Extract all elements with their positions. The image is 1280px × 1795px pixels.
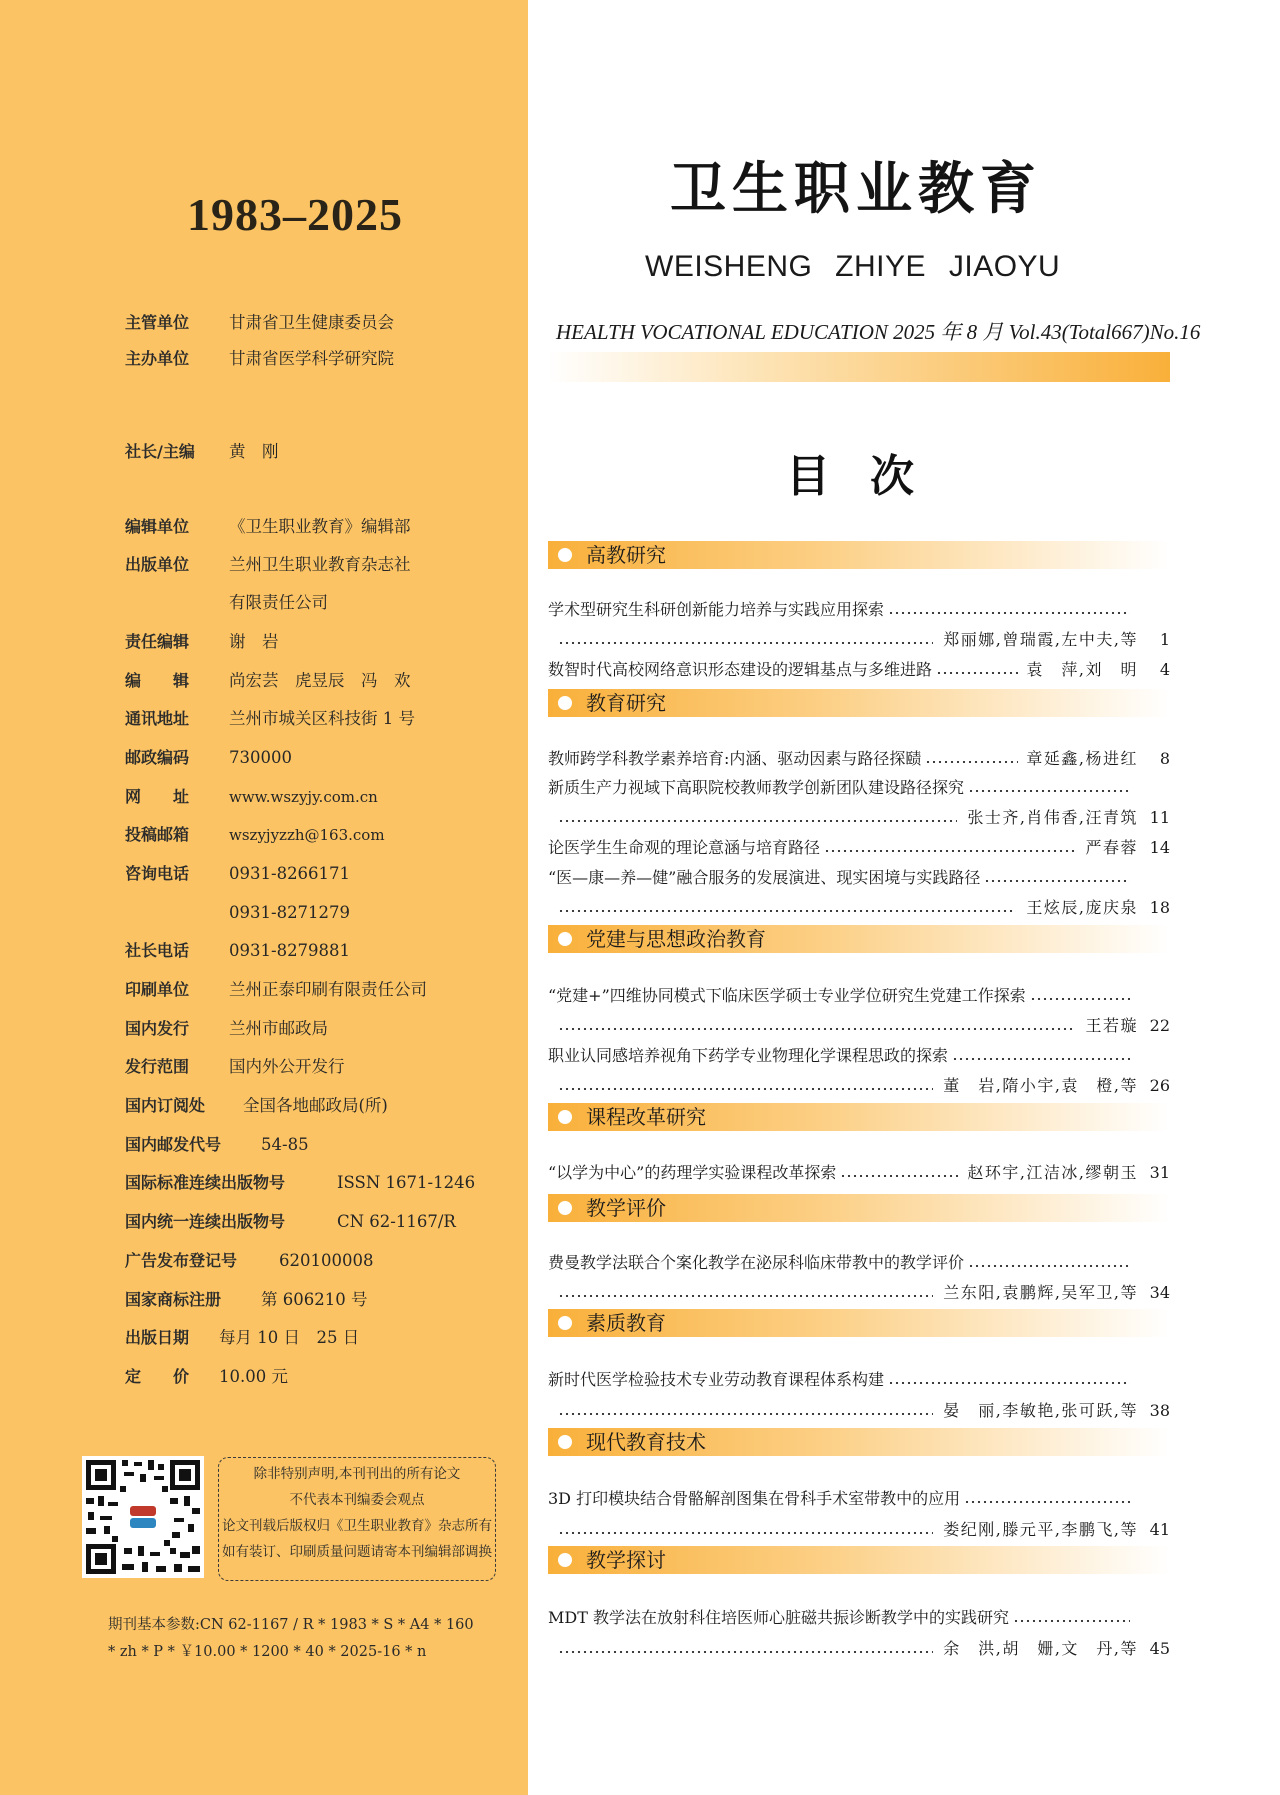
info-label: 主管单位: [125, 313, 190, 332]
toc-entry[interactable]: [548, 1042, 1170, 1070]
leader-dots: [558, 1651, 933, 1653]
toc-entry-continued[interactable]: [548, 1635, 1170, 1663]
notice-line: 论文刊载后版权归《卫生职业教育》杂志所有: [222, 1518, 492, 1534]
leader-dots: [984, 880, 1130, 882]
info-label: 广告发布登记号: [125, 1251, 238, 1270]
article-title: 数智时代高校网络意识形态建设的逻辑基点与多维进路: [548, 660, 933, 679]
header-gradient-bar: [548, 352, 1170, 382]
info-label: 主办单位: [125, 349, 190, 368]
toc-entry[interactable]: [548, 1485, 1170, 1513]
toc-section-header: [548, 541, 1170, 569]
journal-parameters: [108, 1612, 474, 1666]
notice-line: 不代表本刊编委会观点: [289, 1492, 425, 1508]
info-label: 咨询电话: [125, 864, 190, 883]
article-authors: 章延鑫,杨进红: [1022, 745, 1138, 773]
article-authors: 余 洪,胡 姗,文 丹,等: [939, 1635, 1138, 1663]
info-value: 谢 岩: [229, 632, 279, 651]
article-title: 新质生产力视域下高职院校教师教学创新团队建设路径探究: [548, 778, 965, 797]
article-authors: 张士齐,肖伟香,汪青筑: [963, 804, 1138, 832]
article-title: MDT 教学法在放射科住培医师心脏磁共振诊断教学中的实践研究: [548, 1608, 1009, 1627]
section-title: 现代教育技术: [586, 1430, 706, 1454]
toc-entry[interactable]: [548, 656, 1170, 684]
toc-entry-continued[interactable]: [548, 804, 1170, 832]
bullet-dot-icon: [558, 696, 572, 710]
info-label: 国内发行: [125, 1019, 190, 1038]
article-authors: 郑丽娜,曾瑞霞,左中夫,等: [939, 626, 1138, 654]
bullet-dot-icon: [558, 932, 572, 946]
page-number: 34: [1149, 1283, 1170, 1302]
page-number: 11: [1149, 808, 1170, 827]
page-number: 14: [1149, 838, 1170, 857]
article-title: 新时代医学检验技术专业劳动教育课程体系构建: [548, 1370, 885, 1389]
notice-line: 除非特别声明,本刊刊出的所有论文: [253, 1466, 461, 1482]
leader-dots: [558, 1295, 933, 1297]
leader-dots: [1030, 998, 1130, 1000]
info-value: 0931-8266171: [229, 864, 351, 883]
toc-entry-continued[interactable]: [548, 1516, 1170, 1544]
info-label: 编辑单位: [125, 517, 190, 536]
info-value: 兰州卫生职业教育杂志社: [229, 555, 411, 574]
page-number: 38: [1149, 1401, 1170, 1420]
publication-years: 1983–2025: [187, 189, 403, 240]
info-label: 发行范围: [125, 1057, 190, 1076]
article-title: 学术型研究生科研创新能力培养与实践应用探索: [548, 600, 885, 619]
toc-entry-continued[interactable]: [548, 1279, 1170, 1307]
info-value: 730000: [229, 748, 292, 767]
toc-entry[interactable]: [548, 596, 1170, 624]
info-value: 国内外公开发行: [229, 1057, 345, 1076]
info-value: 《卫生职业教育》编辑部: [229, 517, 411, 536]
article-authors: 王若璇: [1081, 1012, 1138, 1040]
page-number: 1: [1159, 630, 1170, 649]
info-value: 10.00 元: [219, 1367, 288, 1386]
toc-section-header: [548, 1546, 1170, 1574]
info-value: 第 606210 号: [261, 1290, 368, 1309]
info-value: 有限责任公司: [229, 593, 328, 612]
info-label: 出版单位: [125, 555, 190, 574]
article-title: 教师跨学科教学素养培育:内涵、驱动因素与路径探赜: [548, 749, 922, 768]
leader-dots: [968, 790, 1130, 792]
info-value: 甘肃省医学科学研究院: [229, 349, 394, 368]
toc-entry-continued[interactable]: [548, 1012, 1170, 1040]
page-number: 8: [1159, 749, 1170, 768]
info-value: 尚宏芸 虎昱辰 冯 欢: [229, 671, 411, 690]
toc-entry[interactable]: [548, 864, 1170, 892]
info-value: CN 62-1167/R: [337, 1212, 456, 1231]
issue-info: HEALTH VOCATIONAL EDUCATION 2025 年 8 月 Vol.43(Total667)No.16: [556, 320, 1201, 344]
leader-dots: [964, 1501, 1130, 1503]
section-title: 高教研究: [586, 543, 666, 567]
page-number: 18: [1149, 898, 1170, 917]
leader-dots: [558, 910, 1016, 912]
toc-entry-continued[interactable]: [548, 894, 1170, 922]
leader-dots: [936, 672, 1018, 674]
toc-entry[interactable]: [548, 774, 1170, 802]
toc-entry-continued[interactable]: [548, 1397, 1170, 1425]
article-authors: 赵环宇,江洁冰,缪朝玉: [963, 1159, 1138, 1187]
toc-title: 目次: [786, 451, 954, 502]
leader-dots: [558, 1532, 933, 1534]
toc-entry[interactable]: [548, 1604, 1170, 1632]
info-value: 54-85: [261, 1135, 309, 1154]
website-link[interactable]: www.wszyjy.com.cn: [229, 788, 378, 806]
leader-dots: [1013, 1620, 1130, 1622]
info-label: 国内邮发代号: [125, 1135, 222, 1154]
toc-entry[interactable]: [548, 745, 1170, 773]
info-value: 甘肃省卫生健康委员会: [229, 313, 394, 332]
toc-section-header: [548, 925, 1170, 953]
leader-dots: [968, 1265, 1130, 1267]
info-label: 国际标准连续出版物号: [125, 1173, 286, 1192]
info-value: 兰州市邮政局: [229, 1019, 328, 1038]
journal-title: 卫生职业教育: [670, 156, 1042, 222]
toc-entry[interactable]: [548, 982, 1170, 1010]
info-label: 社长电话: [125, 941, 190, 960]
section-title: 素质教育: [586, 1311, 666, 1335]
qr-code[interactable]: [82, 1456, 204, 1578]
info-label: 投稿邮箱: [125, 825, 190, 844]
info-value: ISSN 1671-1246: [337, 1173, 476, 1192]
section-title: 教学探讨: [586, 1548, 666, 1572]
info-label: 印刷单位: [125, 980, 190, 999]
info-label: 社长/主编: [125, 442, 195, 461]
journal-pinyin: WEISHENG ZHIYE JIAOYU: [645, 250, 1061, 283]
article-authors: 兰东阳,袁鹏辉,吴军卫,等: [939, 1279, 1138, 1307]
copyright-notice: [218, 1457, 496, 1581]
toc-section-header: [548, 1428, 1170, 1456]
params-line: * zh * P * ￥10.00 * 1200 * 40 * 2025-16 * n: [108, 1644, 427, 1660]
leader-dots: [558, 1088, 933, 1090]
info-value: 0931-8271279: [229, 903, 351, 922]
page-number: 31: [1149, 1163, 1170, 1182]
params-line: 期刊基本参数:CN 62-1167 / R * 1983 * S * A4 * 160: [108, 1617, 474, 1633]
info-label: 编 辑: [125, 671, 190, 690]
info-label: 邮政编码: [125, 748, 190, 767]
info-value: 620100008: [279, 1251, 374, 1270]
article-title: 费曼教学法联合个案化教学在泌尿科临床带教中的教学评价: [548, 1253, 965, 1272]
bullet-dot-icon: [558, 1201, 572, 1215]
toc-entry[interactable]: [548, 1249, 1170, 1277]
article-authors: 娄纪刚,滕元平,李鹏飞,等: [939, 1516, 1138, 1544]
bullet-dot-icon: [558, 1553, 572, 1567]
article-authors: 袁 萍,刘 明: [1022, 656, 1138, 684]
article-title: 论医学生生命观的理论意涵与培育路径: [548, 838, 821, 857]
toc-section-header: [548, 689, 1170, 717]
info-label: 出版日期: [125, 1328, 190, 1347]
info-label: 责任编辑: [125, 632, 190, 651]
toc-section-header: [548, 1103, 1170, 1131]
left-info-panel: [0, 0, 528, 1795]
leader-dots: [925, 761, 1018, 763]
info-label: 网 址: [125, 787, 190, 806]
email-link[interactable]: wszyjyzzh@163.com: [229, 826, 385, 844]
page-number: 45: [1149, 1639, 1170, 1658]
info-value: 全国各地邮政局(所): [243, 1096, 388, 1115]
leader-dots: [558, 820, 957, 822]
leader-dots: [888, 1382, 1130, 1384]
bullet-dot-icon: [558, 548, 572, 562]
leader-dots: [840, 1175, 959, 1177]
article-authors: 王炫辰,庞庆泉: [1022, 894, 1138, 922]
article-title: “党建+”四维协同模式下临床医学硕士专业学位研究生党建工作探索: [548, 986, 1026, 1005]
article-title: 3D 打印模块结合骨骼解剖图集在骨科手术室带教中的应用: [548, 1489, 961, 1508]
info-label: 国内统一连续出版物号: [125, 1212, 286, 1231]
leader-dots: [558, 1413, 933, 1415]
bullet-dot-icon: [558, 1435, 572, 1449]
bullet-dot-icon: [558, 1110, 572, 1124]
leader-dots: [824, 850, 1077, 852]
page-number: 26: [1149, 1076, 1170, 1095]
notice-line: 如有装订、印刷质量问题请寄本刊编辑部调换: [222, 1544, 492, 1560]
toc-entry-continued[interactable]: [548, 626, 1170, 654]
toc-entry[interactable]: [548, 1366, 1170, 1394]
article-title: 职业认同感培养视角下药学专业物理化学课程思政的探索: [548, 1046, 949, 1065]
info-label: 定 价: [125, 1367, 190, 1386]
leader-dots: [952, 1058, 1130, 1060]
info-label: 国内订阅处: [125, 1096, 206, 1115]
section-title: 课程改革研究: [586, 1105, 706, 1129]
leader-dots: [888, 612, 1130, 614]
info-label: 通讯地址: [125, 709, 190, 728]
article-title: “医—康—养—健”融合服务的发展演进、现实困境与实践路径: [548, 868, 981, 887]
bullet-dot-icon: [558, 1316, 572, 1330]
article-authors: 严春蓉: [1081, 834, 1138, 862]
page-number: 4: [1159, 660, 1170, 679]
leader-dots: [558, 642, 933, 644]
section-title: 教育研究: [586, 691, 666, 715]
info-value: 兰州正泰印刷有限责任公司: [229, 980, 427, 999]
toc-section-header: [548, 1194, 1170, 1222]
article-authors: 董 岩,隋小宇,袁 橙,等: [939, 1072, 1138, 1100]
article-authors: 晏 丽,李敏艳,张可跃,等: [939, 1397, 1138, 1425]
section-title: 党建与思想政治教育: [586, 927, 766, 951]
info-value: 每月 10 日 25 日: [219, 1328, 360, 1347]
toc-entry-continued[interactable]: [548, 1072, 1170, 1100]
article-title: “以学为中心”的药理学实验课程改革探索: [548, 1163, 837, 1182]
info-label: 国家商标注册: [125, 1290, 222, 1309]
toc-entry[interactable]: [548, 834, 1170, 862]
info-value: 兰州市城关区科技街 1 号: [229, 709, 415, 728]
info-value: 黄 刚: [229, 442, 279, 461]
page-number: 22: [1149, 1016, 1170, 1035]
info-value: 0931-8279881: [229, 941, 351, 960]
page-number: 41: [1149, 1520, 1170, 1539]
toc-section-header: [548, 1309, 1170, 1337]
leader-dots: [558, 1028, 1075, 1030]
section-title: 教学评价: [586, 1196, 666, 1220]
toc-entry[interactable]: [548, 1159, 1170, 1187]
